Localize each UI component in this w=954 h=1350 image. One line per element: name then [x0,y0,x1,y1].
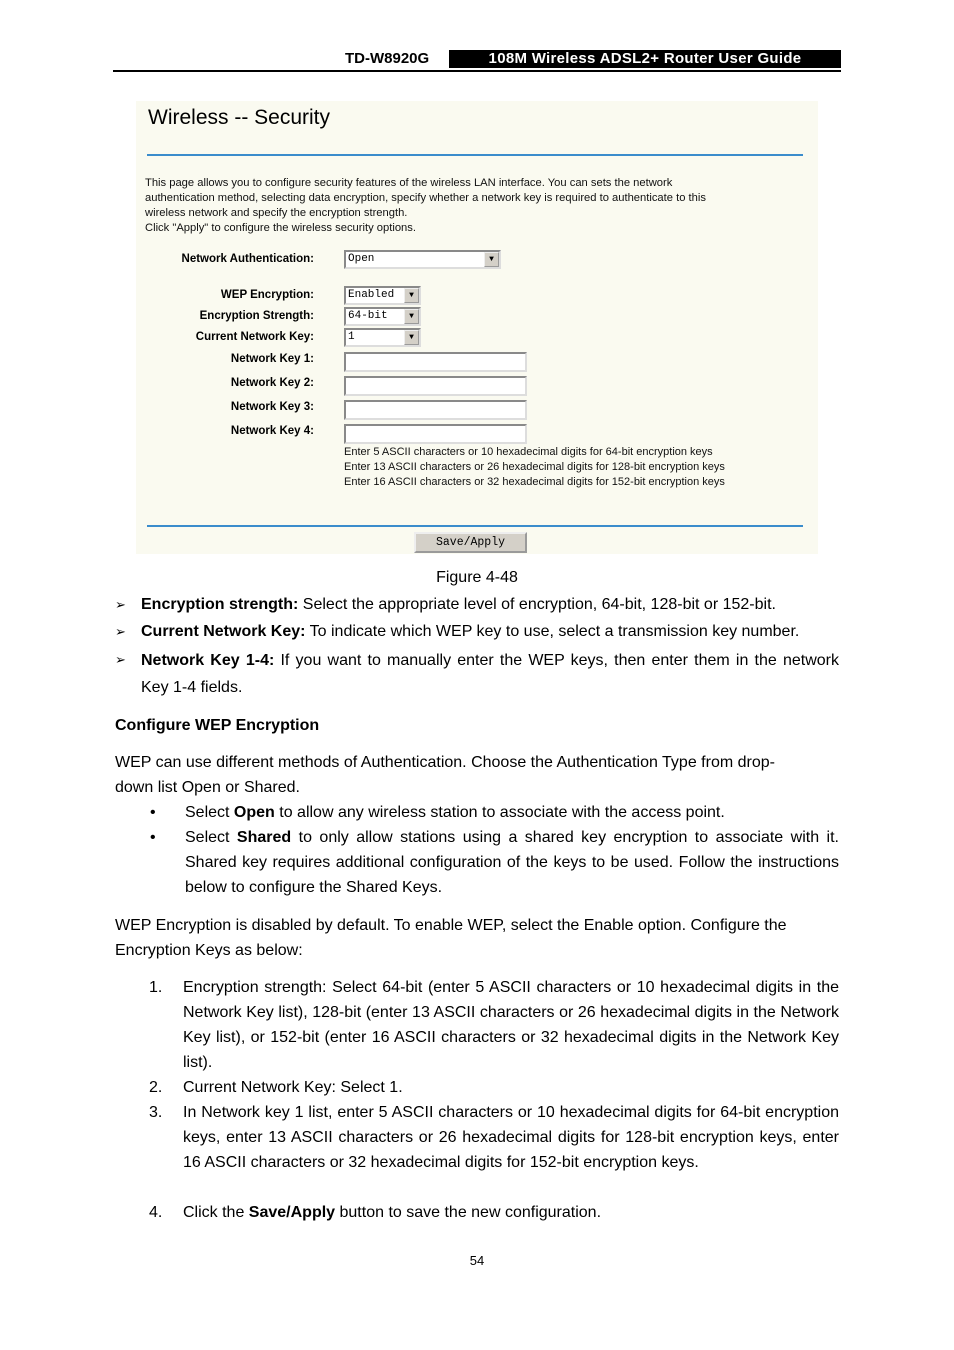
definition-item [141,592,841,617]
step-number: 1. [149,979,163,996]
current-key-value: 1 [348,331,355,343]
step-number: 2. [149,1079,163,1096]
divider [147,525,803,527]
key1-input[interactable] [344,352,527,372]
step-text: Current Network Key: Select 1. [183,1079,403,1096]
arrow-bullet-icon: ➢ [115,652,126,667]
hint-line: Enter 13 ASCII characters or 26 hexadecimal digits for 128-bit encryption keys [344,461,725,473]
auth-select[interactable] [344,250,501,269]
wep-label: WEP Encryption: [220,289,314,301]
hint-line: Enter 5 ASCII characters or 10 hexadecimal digits for 64-bit encryption keys [344,446,713,458]
intro-line: Click "Apply" to configure the wireless security options. [145,222,416,234]
bold-text: Open [233,804,275,821]
page-title: Wireless -- Security [148,106,331,129]
text: Select [185,829,237,846]
step-text: Encryption strength: Select 64-bit (enter 5 ASCII characters or 10 hexadecimal digits in the Network Key list), 128-bit (enter 13 ASCII characters or 26 hexadecimal digits in the Network Key list), or 152-bit (enter 16 ASCII characters or 32 hexadecimal digits in the Network Key list). [183,979,839,1071]
bold-text: Shared [236,829,292,846]
intro-text [145,176,785,236]
divider [147,154,803,156]
arrow-bullet-icon: ➢ [115,597,126,612]
bold-text: Save/Apply [248,1204,336,1221]
bullet-item [185,800,839,825]
header-model: TD-W8920G [345,50,430,67]
key2-label: Network Key 2: [230,377,314,389]
section-heading: Configure WEP Encryption [115,717,320,734]
step-text: In Network key 1 list, enter 5 ASCII characters or 10 hexadecimal digits for 64-bit encryption keys, enter 13 ASCII characters or 26 hexadecimal digits for 128-bit encryption keys, enter 16 ASCII characters or 32 hexadecimal digits for 152-bit encryption keys. [183,1104,839,1171]
key4-label: Network Key 4: [230,425,314,437]
key2-input[interactable] [344,376,527,396]
bullet-item [185,825,839,900]
definition: Select the appropriate level of encryption, 64-bit, 128-bit or 152-bit. [298,596,776,613]
text: Click the [183,1204,249,1221]
bullet-icon: • [150,804,156,821]
text: to only allow stations using a shared key encryption to associate with it. Shared key requires additional configuration of the keys to be used. Follow the instructions below to configure the Shared Keys. [185,829,839,896]
strength-select[interactable] [344,307,421,326]
intro-line: authentication method, selecting data encryption, specify whether a network key is required to authenticate to this [145,192,706,204]
paragraph: WEP can use different methods of Authentication. Choose the Authentication Type from drop-down list Open or Shared. [115,754,775,796]
wep-select[interactable] [344,286,421,305]
text: button to save the new configuration. [335,1204,602,1221]
auth-label: Network Authentication: [181,253,314,265]
step-number: 4. [149,1204,163,1221]
current-key-select[interactable] [344,328,421,347]
header-title: 108M Wireless ADSL2+ Router User Guide [449,50,841,68]
intro-line: wireless network and specify the encryption strength. [145,207,408,219]
router-screenshot [136,101,818,554]
wep-value: Enabled [348,289,395,301]
definition: If you want to manually enter the WEP keys, then enter them in the network Key 1-4 fields. [141,652,839,696]
key1-label: Network Key 1: [230,353,314,365]
page-number: 54 [469,1253,485,1268]
key3-input[interactable] [344,400,527,420]
page-header [113,48,841,72]
text: to allow any wireless station to associate with the access point. [274,804,725,821]
hint-line: Enter 16 ASCII characters or 32 hexadecimal digits for 152-bit encryption keys [344,476,725,488]
strength-value: 64-bit [348,310,388,322]
current-key-label: Current Network Key: [195,331,314,343]
intro-line: This page allows you to configure security features of the wireless LAN interface. You can sets the network [145,177,673,189]
chevron-down-icon[interactable]: ▼ [404,330,419,345]
term: Current Network Key: [141,623,306,640]
key3-label: Network Key 3: [230,401,314,413]
definition-item [141,647,839,701]
key4-input[interactable] [344,424,527,444]
chevron-down-icon[interactable]: ▼ [404,288,419,303]
definition-item [141,619,841,644]
step-text [183,1200,839,1225]
save-apply-button[interactable]: Save/Apply [414,532,527,553]
figure-caption: Figure 4-48 [436,569,518,586]
step-number: 3. [149,1104,163,1121]
auth-value: Open [348,253,375,265]
paragraph: WEP Encryption is disabled by default. To enable WEP, select the Enable option. Configure the Encryption Keys as below: [115,917,787,959]
definition: To indicate which WEP key to use, select a transmission key number. [305,623,800,640]
arrow-bullet-icon: ➢ [115,624,126,639]
text: Select [185,804,234,821]
chevron-down-icon[interactable]: ▼ [404,309,419,324]
bullet-icon: • [150,829,156,846]
term: Network Key 1-4: [141,652,275,669]
term: Encryption strength: [141,596,299,613]
strength-label: Encryption Strength: [199,310,314,322]
key-hints [344,445,725,490]
chevron-down-icon[interactable]: ▼ [484,252,499,267]
